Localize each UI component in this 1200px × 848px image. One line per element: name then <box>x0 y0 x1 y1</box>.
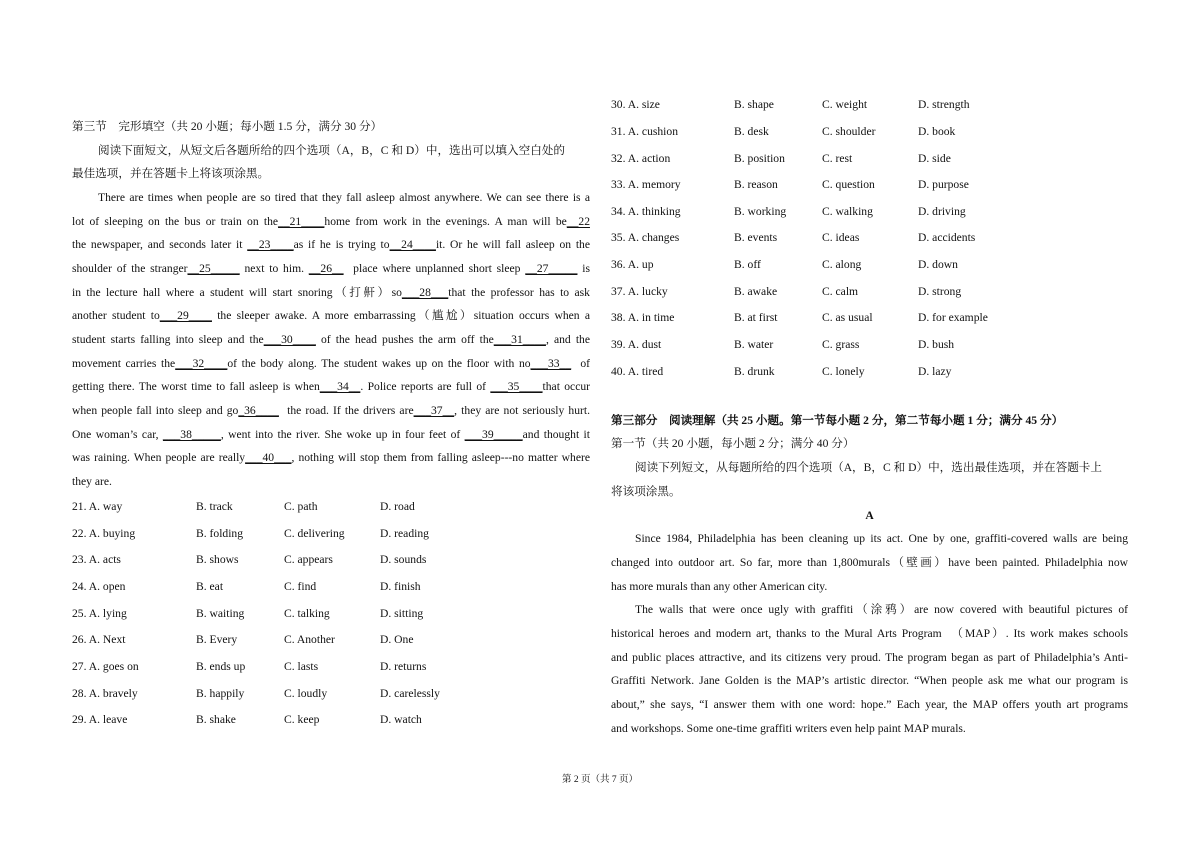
passage-line <box>72 262 590 276</box>
section-title: 第一节（共 20 小题，每小题 2 分；满分 40 分） <box>611 437 855 450</box>
option-item: D. strong <box>918 285 962 298</box>
option-item: B. water <box>734 338 774 351</box>
option-item: B. awake <box>734 285 778 298</box>
option-item: B. shows <box>196 553 239 566</box>
passage-line <box>72 238 590 252</box>
blank: ___30____ <box>263 333 316 346</box>
passage-text: another student to <box>72 309 160 322</box>
passage-text: movement carries the <box>72 357 176 370</box>
option-item: 39. A. dust <box>611 338 662 351</box>
passage-text: and public places attractive, and its citizens very proud. The program began as part of Philadelphia’s Anti- <box>611 651 1128 664</box>
option-item: D. strength <box>918 98 970 111</box>
passage-text: lot of sleeping on the bus or train on the <box>72 215 279 228</box>
option-item: B. ends up <box>196 660 246 673</box>
option-item: C. talking <box>284 607 330 620</box>
option-item: 23. A. acts <box>72 553 121 566</box>
option-item: 34. A. thinking <box>611 205 681 218</box>
passage-text: shoulder of the stranger <box>72 262 188 275</box>
passage-text: and workshops. Some one-time graffiti writers even help paint MAP murals. <box>611 722 966 735</box>
option-item: 21. A. way <box>72 500 123 513</box>
passage-text: The walls that were once ugly with graffiti（涂鸦）are now covered with beautiful pictures of <box>635 603 1128 616</box>
option-item: B. desk <box>734 125 769 138</box>
option-item: C. along <box>822 258 862 271</box>
option-item: D. road <box>380 500 415 513</box>
passage-line <box>72 309 590 323</box>
option-item: C. shoulder <box>822 125 876 138</box>
blank: ___33__ <box>530 357 572 370</box>
blank: ___29____ <box>159 309 212 322</box>
option-item: D. carelessly <box>380 687 440 700</box>
option-item: D. purpose <box>918 178 969 191</box>
blank: __25_____ <box>187 262 240 275</box>
passage-text: changed into outdoor art. So far, more than 1,800murals（壁画）have been painted. Philadelphia now <box>611 556 1128 569</box>
option-item: C. walking <box>822 205 873 218</box>
option-item: 27. A. goes on <box>72 660 139 673</box>
passage-text: that the professor has to ask <box>448 286 590 299</box>
option-item: C. path <box>284 500 318 513</box>
passage-text: of the body along. The student wakes up on the floor with no <box>227 357 531 370</box>
passage-line <box>72 333 590 347</box>
option-item: D. for example <box>918 311 988 324</box>
blank: ___32____ <box>175 357 228 370</box>
blank: __21____ <box>278 215 325 228</box>
option-item: 26. A. Next <box>72 633 126 646</box>
passage-line <box>72 404 590 418</box>
instruction-line: 最佳选项，并在答题卡上将该项涂黑。 <box>72 167 270 180</box>
passage-text: , and the <box>545 333 590 346</box>
option-item: D. reading <box>380 527 429 540</box>
option-item: C. Another <box>284 633 335 646</box>
blank: __23____ <box>247 238 294 251</box>
page-footer: 第 2 页（共 7 页） <box>561 775 638 785</box>
option-item: B. working <box>734 205 787 218</box>
option-item: B. at first <box>734 311 778 324</box>
option-item: D. sitting <box>380 607 424 620</box>
passage-text: historical heroes and modern art, thanks to the Mural Arts Program （MAP）. Its work makes schools <box>611 627 1128 640</box>
passage-text: One woman’s car, <box>72 428 163 441</box>
option-item: 28. A. bravely <box>72 687 138 700</box>
option-item: D. finish <box>380 580 421 593</box>
passage-text: home from work in the evenings. A man will be <box>324 215 567 228</box>
passage-text: of <box>571 357 590 370</box>
section-title: 第三节 完形填空（共 20 小题；每小题 1.5 分，满分 30 分） <box>72 120 383 133</box>
option-item: 25. A. lying <box>72 607 127 620</box>
passage-line <box>72 428 590 442</box>
option-item: 24. A. open <box>72 580 126 593</box>
option-item: 40. A. tired <box>611 365 664 378</box>
blank: ___38_____ <box>162 428 221 441</box>
passage-text: that occur <box>542 380 590 393</box>
blank: __22 <box>566 215 590 228</box>
option-item: 32. A. action <box>611 152 671 165</box>
passage-text: Graffiti Network. Jane Golden is the MAP’s artistic director. “When people ask me what our program is <box>611 674 1128 687</box>
option-item: C. delivering <box>284 527 345 540</box>
blank: ___34__ <box>319 380 361 393</box>
option-item: B. position <box>734 152 785 165</box>
option-item: D. side <box>918 152 951 165</box>
passage-text: as if he is trying to <box>293 238 390 251</box>
blank: ___37__ <box>413 404 455 417</box>
option-item: B. reason <box>734 178 778 191</box>
option-item: B. off <box>734 258 761 271</box>
option-item: 30. A. size <box>611 98 660 111</box>
option-item: D. returns <box>380 660 427 673</box>
option-item: B. eat <box>196 580 224 593</box>
blank: _36____ <box>238 404 279 417</box>
passage-line <box>72 215 590 229</box>
option-item: D. watch <box>380 713 422 726</box>
option-item: 29. A. leave <box>72 713 128 726</box>
passage-line <box>72 380 590 394</box>
option-item: C. loudly <box>284 687 328 700</box>
option-item: C. calm <box>822 285 859 298</box>
passage-text: has more murals than any other American city. <box>611 580 828 593</box>
passage-line <box>611 556 1128 570</box>
option-item: C. appears <box>284 553 333 566</box>
passage-text: about,” she says, “I answer them with one word: hope.” Each year, the MAP offers youth art programs <box>611 698 1128 711</box>
option-item: D. driving <box>918 205 966 218</box>
passage-line <box>611 627 1128 641</box>
passage-line <box>611 651 1128 665</box>
option-item: B. shake <box>196 713 236 726</box>
passage-text: student starts falling into sleep and the <box>72 333 264 346</box>
option-item: D. sounds <box>380 553 427 566</box>
blank: ___39_____ <box>464 428 523 441</box>
option-item: D. lazy <box>918 365 952 378</box>
blank: ___40___ <box>245 451 292 464</box>
option-item: C. lonely <box>822 365 865 378</box>
option-item: C. find <box>284 580 317 593</box>
option-item: 38. A. in time <box>611 311 675 324</box>
passage-text: . Police reports are full of <box>360 380 491 393</box>
passage-text: , nothing will stop them from falling asleep---no matter where <box>291 451 590 464</box>
option-item: D. One <box>380 633 414 646</box>
passage-text: in the lecture hall where a student will start snoring（打鼾）so <box>72 286 402 299</box>
option-item: B. track <box>196 500 233 513</box>
option-item: C. ideas <box>822 231 860 244</box>
option-item: C. weight <box>822 98 868 111</box>
passage-text: , went into the river. She woke up in four feet of <box>220 428 465 441</box>
option-item: B. Every <box>196 633 238 646</box>
instruction-line: 将该项涂黑。 <box>611 485 681 498</box>
passage-line <box>72 475 112 489</box>
option-item: D. accidents <box>918 231 976 244</box>
instruction-line: 阅读下面短文，从短文后各题所给的四个选项（A，B，C 和 D）中，选出可以填入空白处的 <box>98 144 565 157</box>
passage-line <box>72 451 590 465</box>
passage-text: the newspaper, and seconds later it <box>72 238 248 251</box>
option-item: 36. A. up <box>611 258 654 271</box>
blank: __26__ <box>308 262 344 275</box>
option-item: C. rest <box>822 152 853 165</box>
option-item: C. lasts <box>284 660 319 673</box>
passage-text: is <box>577 262 590 275</box>
passage-text: getting there. The worst time to fall asleep is when <box>72 380 320 393</box>
blank: __24____ <box>389 238 436 251</box>
option-item: B. happily <box>196 687 245 700</box>
passage-line <box>72 286 590 300</box>
option-item: B. waiting <box>196 607 245 620</box>
option-item: D. book <box>918 125 956 138</box>
option-item: D. down <box>918 258 958 271</box>
option-item: C. question <box>822 178 875 191</box>
passage-line <box>635 603 1128 617</box>
passage-text: Since 1984, Philadelphia has been cleaning up its act. One by one, graffiti-covered walls are being <box>635 532 1128 545</box>
passage-line <box>611 580 1128 594</box>
option-item: B. drunk <box>734 365 775 378</box>
passage-text: was raining. When people are really <box>72 451 246 464</box>
option-item: C. as usual <box>822 311 873 324</box>
option-item: D. bush <box>918 338 955 351</box>
blank: ___28___ <box>401 286 449 299</box>
passage-letter: A <box>865 509 874 522</box>
option-item: C. keep <box>284 713 320 726</box>
passage-line <box>72 357 590 371</box>
option-item: 33. A. memory <box>611 178 681 191</box>
option-item: 22. A. buying <box>72 527 136 540</box>
passage-text: There are times when people are so tired that they fall asleep almost anywhere. We can see there is a <box>98 191 590 204</box>
passage-text: the sleeper awake. A more embarrassing（尴尬）situation occurs when a <box>211 309 590 322</box>
option-item: C. grass <box>822 338 860 351</box>
passage-line <box>611 698 1128 712</box>
blank: ___31____ <box>493 333 546 346</box>
option-item: 37. A. lucky <box>611 285 668 298</box>
option-item: 31. A. cushion <box>611 125 678 138</box>
option-item: 35. A. changes <box>611 231 680 244</box>
passage-text: they are. <box>72 475 112 488</box>
part-title: 第三部分 阅读理解（共 25 小题。第一节每小题 2 分，第二节每小题 1 分；满分 45 分） <box>611 414 1064 427</box>
passage-line <box>98 191 590 205</box>
passage-text: place where unplanned short sleep <box>343 262 526 275</box>
passage-line <box>611 722 1128 736</box>
passage-text: when people fall into sleep and go <box>72 404 239 417</box>
passage-text: next to him. <box>239 262 309 275</box>
passage-text: , they are not seriously hurt. <box>454 404 590 417</box>
passage-text: it. Or he will fall asleep on the <box>435 238 590 251</box>
option-item: B. folding <box>196 527 244 540</box>
blank: ___35____ <box>490 380 543 393</box>
passage-text: and thought it <box>522 428 590 441</box>
passage-line <box>635 532 1128 546</box>
blank: __27_____ <box>525 262 578 275</box>
option-item: B. events <box>734 231 778 244</box>
instruction-line: 阅读下列短文，从每题所给的四个选项（A，B，C 和 D）中，选出最佳选项，并在答题卡上 <box>635 461 1102 474</box>
passage-text: of the head pushes the arm off the <box>315 333 494 346</box>
passage-line <box>611 674 1128 688</box>
passage-text: the road. If the drivers are <box>278 404 414 417</box>
option-item: B. shape <box>734 98 774 111</box>
